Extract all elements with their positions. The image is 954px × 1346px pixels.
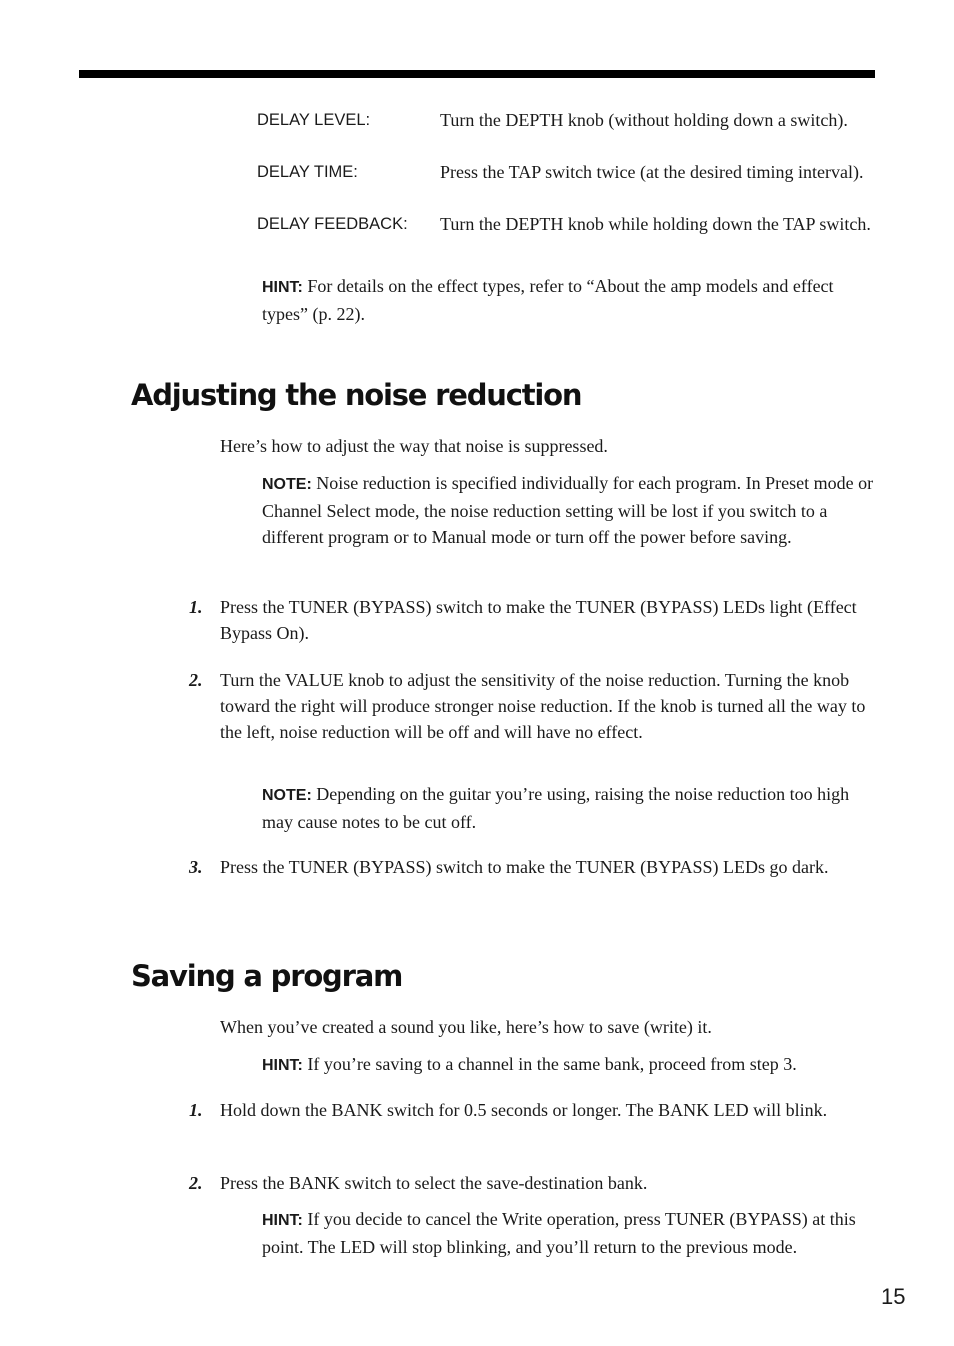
note-text: Noise reduction is specified individually for each program. In Preset mode or Channel Select mode, the noise reduction setting will be lost if you switch to a different program or to Manual mode or turn off the power before saving. [262, 473, 874, 547]
section-title-saving-program: Saving a program [131, 959, 403, 993]
step-text: Turn the VALUE knob to adjust the sensitivity of the noise reduction. Turning the knob toward the right will produce stronger noise reduction. If the knob is turned all the way to the left, noise reduction will be off and will have no effect. [220, 670, 866, 742]
hint-text: If you’re saving to a channel in the same bank, proceed from step 3. [302, 1054, 797, 1074]
step-number: 1. [189, 1100, 203, 1120]
hint-tag: HINT: [262, 279, 303, 296]
param-label-delay-level: DELAY LEVEL: [257, 111, 371, 129]
param-label-delay-feedback: DELAY FEEDBACK: [257, 215, 408, 233]
hint-effect-types [262, 273, 878, 327]
hint-text: For details on the effect types, refer to “About the amp models and effect types” (p. 22). [262, 276, 834, 324]
step-text: Press the TUNER (BYPASS) switch to make the TUNER (BYPASS) LEDs light (Effect Bypass On). [220, 597, 857, 643]
note-text: Depending on the guitar you’re using, raising the noise reduction too high may cause notes to be cut off. [262, 784, 850, 832]
noise-intro: Here’s how to adjust the way that noise is suppressed. [220, 436, 608, 456]
note-tag: NOTE: [262, 787, 312, 804]
step-number: 3. [189, 857, 203, 877]
note-guitar [262, 781, 874, 835]
note-noise-reduction [262, 470, 880, 550]
saving-intro: When you’ve created a sound you like, here’s how to save (write) it. [220, 1017, 712, 1037]
hint-cancel-write [262, 1206, 878, 1260]
step-text: Hold down the BANK switch for 0.5 seconds or longer. The BANK LED will blink. [220, 1100, 828, 1120]
hint-tag: HINT: [262, 1057, 303, 1074]
param-label-delay-time: DELAY TIME: [257, 163, 358, 181]
param-desc-delay-level: Turn the DEPTH knob (without holding down a switch). [440, 110, 848, 130]
note-tag: NOTE: [262, 476, 312, 493]
param-desc-delay-time: Press the TAP switch twice (at the desired timing interval). [440, 162, 864, 182]
param-desc-delay-feedback: Turn the DEPTH knob while holding down the TAP switch. [440, 214, 871, 234]
step-text: Press the TUNER (BYPASS) switch to make the TUNER (BYPASS) LEDs go dark. [220, 857, 829, 877]
step-number: 2. [189, 670, 203, 690]
step-number: 1. [189, 597, 203, 617]
section-title-noise-reduction: Adjusting the noise reduction [131, 378, 582, 412]
page-number: 15 [881, 1284, 906, 1309]
header-rule [79, 70, 875, 78]
step-text: Press the BANK switch to select the save-destination bank. [220, 1173, 648, 1193]
step-number: 2. [189, 1173, 203, 1193]
hint-same-bank [262, 1051, 892, 1079]
hint-tag: HINT: [262, 1212, 303, 1229]
hint-text: If you decide to cancel the Write operation, press TUNER (BYPASS) at this point. The LED will stop blinking, and you’ll return to the previous mode. [262, 1209, 856, 1257]
